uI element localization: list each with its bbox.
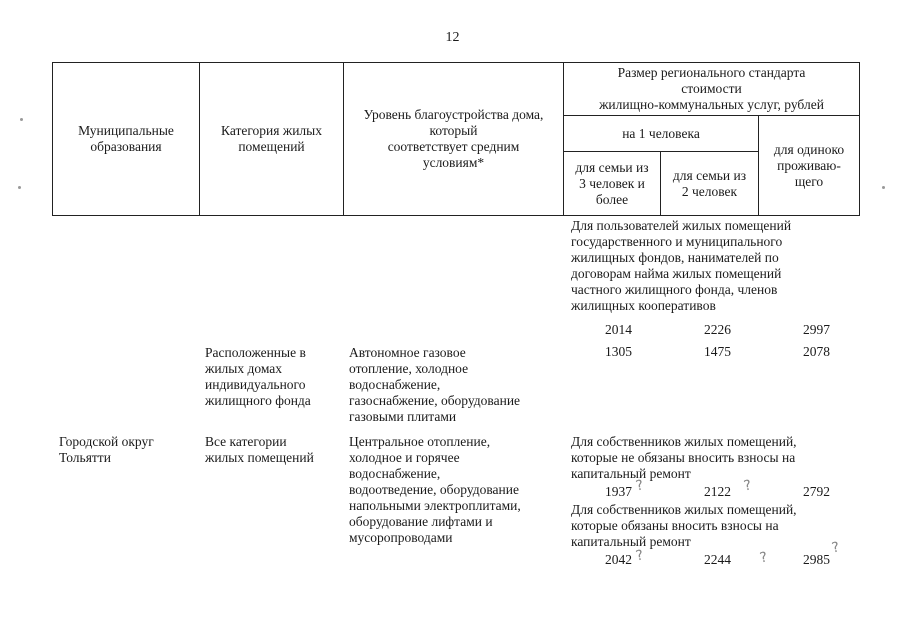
row2-value-family3: 1305	[605, 344, 632, 359]
header-family2: для семьи из 2 человек	[672, 167, 747, 199]
page-number: 12	[445, 30, 460, 45]
row1-value-family2: 2226	[704, 322, 731, 337]
header-level: Уровень благоустройства дома, который соответствует средним условиям*	[363, 107, 544, 170]
row3-level: Центральное отопление, холодное и горячее водоснабжение, водоотведение, оборудование напольными электроплитами, оборудование лифтами и мусоропроводами	[349, 434, 521, 545]
row3a-value-family2: 2122	[704, 484, 731, 499]
row3-note-capital-repair: Для собственников жилых помещений, которые обязаны вносить взносы на капитальный ремонт	[571, 502, 797, 549]
row1-value-single: 2997	[803, 322, 830, 337]
header-category: Категория жилых помещений	[221, 123, 322, 154]
row3a-value-family3: 1937	[605, 484, 632, 499]
pencil-question-mark: ?	[830, 539, 842, 557]
row3a-value-single: 2792	[803, 484, 830, 499]
row1-note: Для пользователей жилых помещений государственного и муниципального жилищных фондов, нанимателей по договорам найма жилых помещений частного жилищного фонда, членов жилищных кооперативов	[571, 218, 792, 313]
row3b-value-family2: 2244	[704, 552, 731, 567]
row2-level: Автономное газовое отопление, холодное водоснабжение, газоснабжение, оборудование газовыми плитами	[349, 345, 521, 424]
row3-note-no-capital-repair: Для собственников жилых помещений, которые не обязаны вносить взносы на капитальный ремонт	[571, 434, 797, 481]
scan-speck	[882, 186, 885, 189]
pencil-question-mark: ?	[634, 547, 646, 565]
row3b-value-family3: 2042	[605, 552, 632, 567]
scan-speck	[20, 118, 23, 121]
row2-value-family2: 1475	[704, 344, 731, 359]
pencil-question-mark: ?	[634, 477, 646, 495]
table-header	[52, 62, 860, 216]
row3-municipality: Городской округ Тольятти	[59, 434, 154, 465]
scan-speck	[18, 186, 21, 189]
header-single: для одиноко проживаю- щего	[773, 141, 845, 189]
header-family3: для семьи из 3 человек и более	[575, 159, 649, 207]
header-per-person: на 1 человека	[622, 125, 700, 141]
row3b-value-single: 2985	[803, 552, 830, 567]
pencil-question-mark: ?	[742, 477, 754, 495]
row3-category: Все категории жилых помещений	[205, 434, 314, 465]
row1-value-family3: 2014	[605, 322, 632, 337]
row2-category: Расположенные в жилых домах индивидуального жилищного фонда	[205, 345, 311, 408]
row2-value-single: 2078	[803, 344, 830, 359]
pencil-question-mark: ?	[758, 549, 770, 567]
header-municipality: Муниципальные образования	[78, 123, 174, 154]
header-standard: Размер регионального стандарта стоимости жилищно-коммунальных услуг, рублей	[599, 65, 824, 112]
